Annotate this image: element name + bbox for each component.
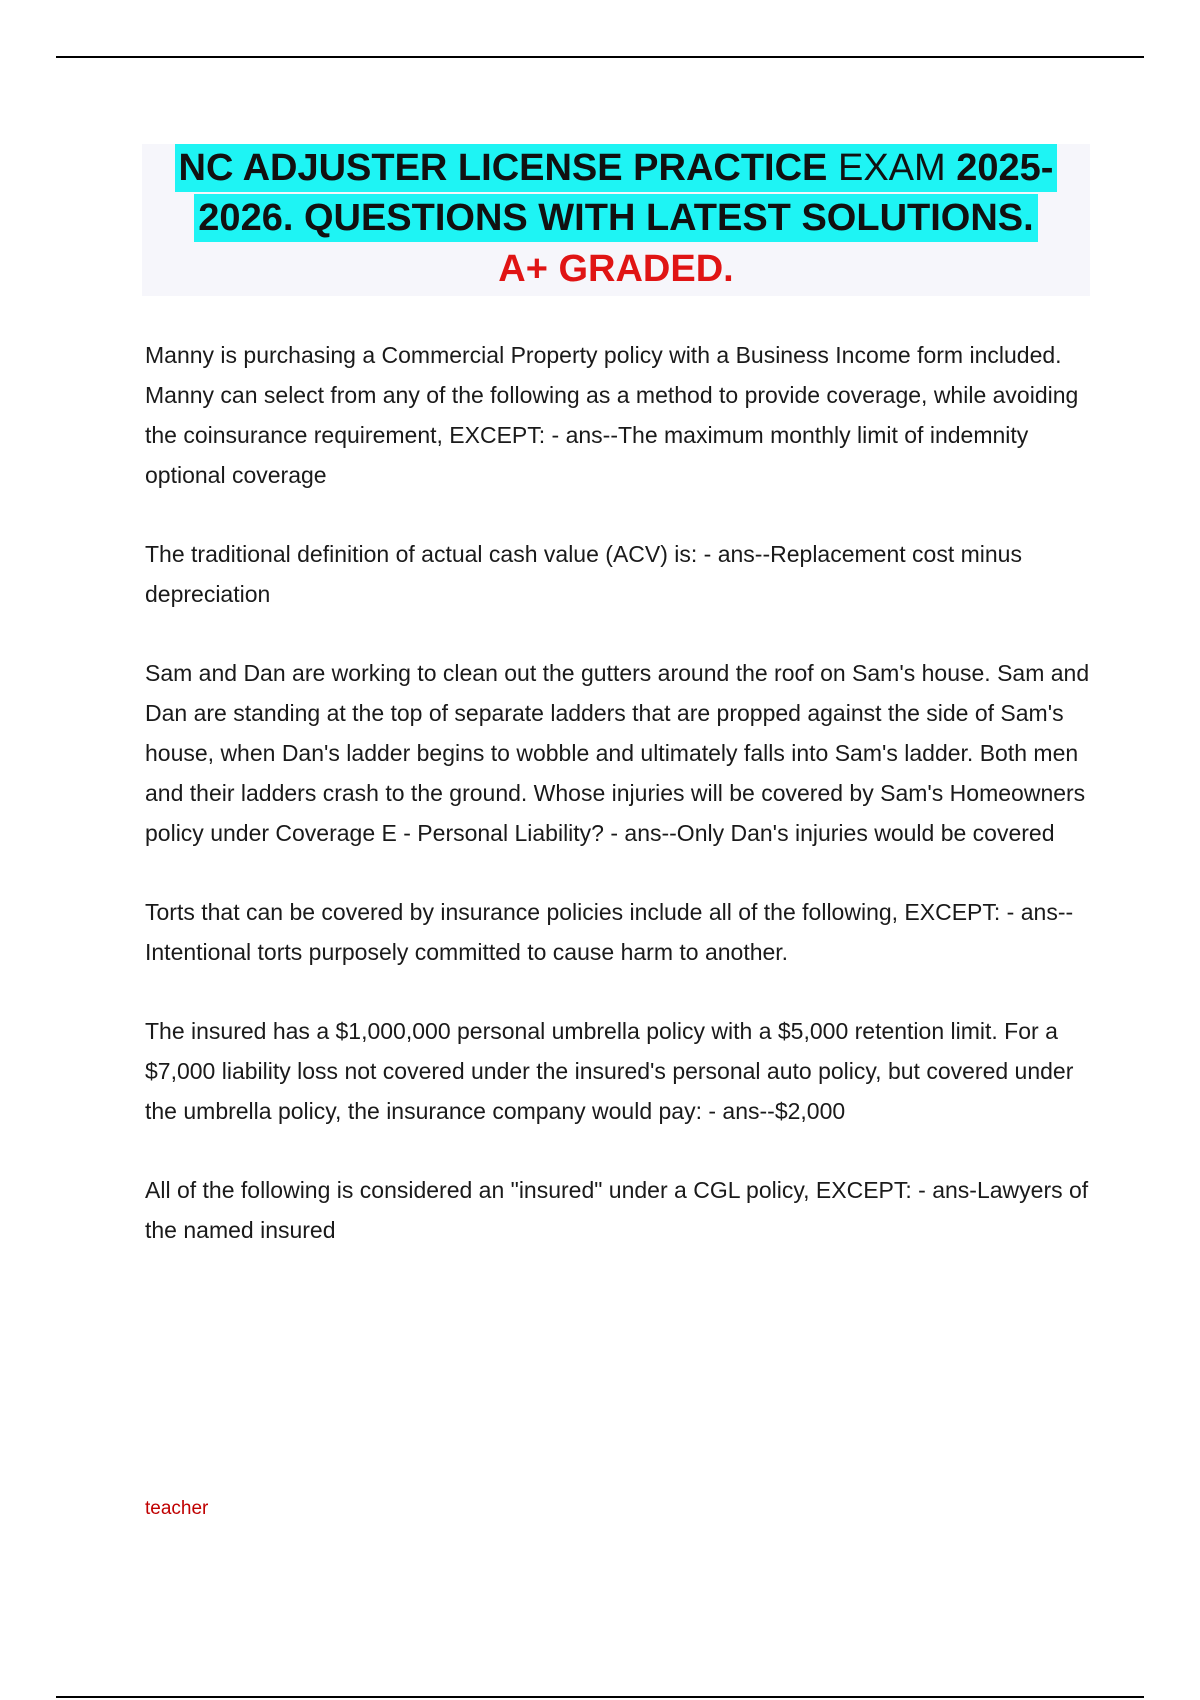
title-line-1-bold: NC ADJUSTER LICENSE PRACTICE [178, 147, 828, 189]
title-line-1 [175, 144, 1058, 192]
question-item: The traditional definition of actual cash value (ACV) is: - ans--Replacement cost minus depreciation [145, 541, 1022, 607]
top-rule [56, 56, 1144, 58]
bottom-rule [56, 1696, 1144, 1698]
question-item: Manny is purchasing a Commercial Property policy with a Business Income form included. Manny can select from any of the following as a method to provide coverage, while avoiding the coinsurance requirement, EXCEPT: - ans--The maximum monthly limit of indemnity optional coverage [145, 342, 1079, 488]
footer-label: teacher [145, 1498, 209, 1519]
question-item: All of the following is considered an "insured" under a CGL policy, EXCEPT: - ans-Lawyers of the named insured [145, 1177, 1089, 1243]
title-block [142, 144, 1090, 296]
title-line-1-end: 2025- [956, 147, 1054, 189]
question-item: Torts that can be covered by insurance policies include all of the following, EXCEPT: - ans--Intentional torts purposely committed to cause harm to another. [145, 899, 1074, 965]
question-item: Sam and Dan are working to clean out the gutters around the roof on Sam's house. Sam and Dan are standing at the top of separate ladders that are propped against the side of Sam's house, when Dan's ladder begins to wobble and ultimately falls into Sam's ladder. Both men and their ladders crash to the ground. Whose injuries will be covered by Sam's Homeowners policy under Coverage E - Personal Liability? - ans--Only Dan's injuries would be covered [145, 660, 1090, 846]
question-item: The insured has a $1,000,000 personal umbrella policy with a $5,000 retention limit. For a $7,000 liability loss not covered under the insured's personal auto policy, but covered under the umbrella policy, the insurance company would pay: - ans--$2,000 [145, 1018, 1074, 1124]
grade-label: A+ GRADED. [498, 248, 734, 290]
title-line-2: 2026. QUESTIONS WITH LATEST SOLUTIONS. [194, 194, 1037, 242]
title-line-1-thin: EXAM [837, 147, 946, 189]
question-list [145, 335, 1095, 1289]
